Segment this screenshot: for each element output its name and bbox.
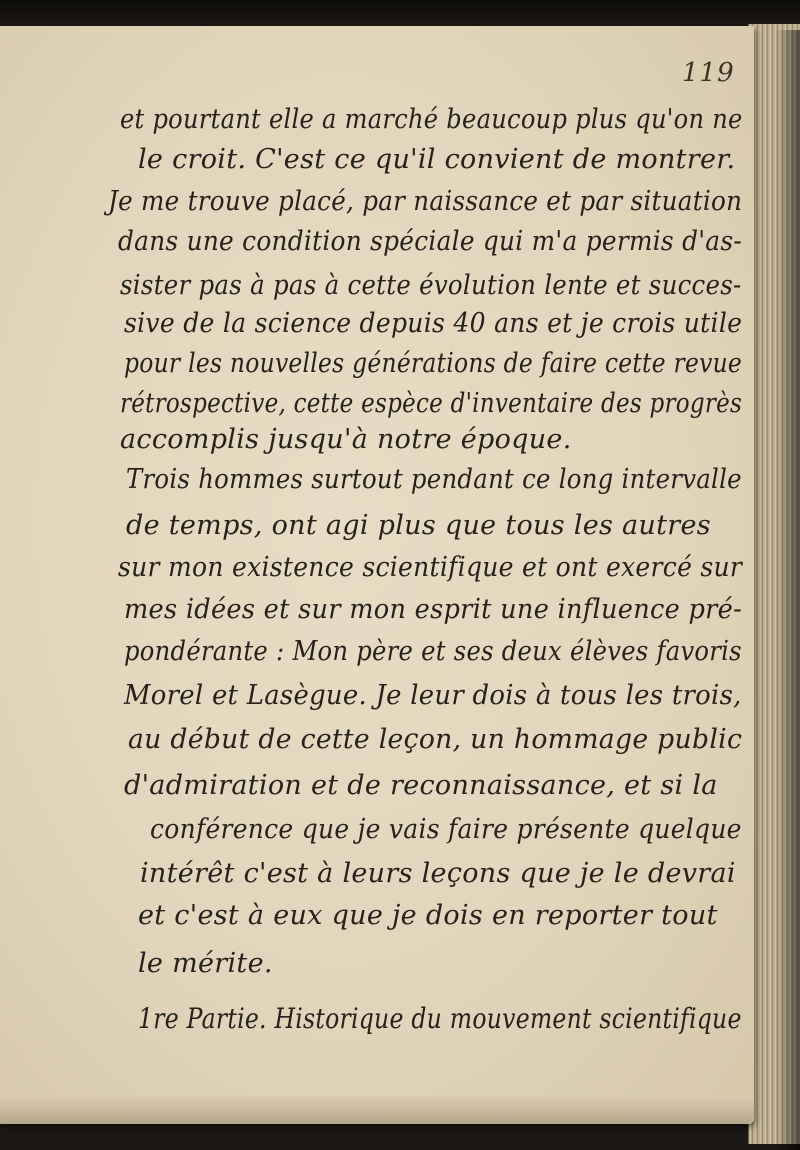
section-heading: 1re Partie. Historique du mouvement scientifique [138,1002,742,1035]
text-line-1: et pourtant elle a marché beaucoup plus qu'on ne [120,104,743,135]
text-line-14: pondérante : Mon père et ses deux élèves favoris [124,636,742,667]
text-line-15: Morel et Lasègue. Je leur dois à tous les trois, [124,680,742,711]
page-number: 119 [682,58,735,88]
text-line-5: sister pas à pas à cette évolution lente et succes- [120,270,742,301]
text-line-6: sive de la science depuis 40 ans et je crois utile [124,308,743,339]
text-line-8: rétrospective, cette espèce d'inventaire des progrès [120,388,743,419]
text-line-2: le croit. C'est ce qu'il convient de montrer. [138,144,736,175]
text-line-9: accomplis jusqu'à notre époque. [120,424,572,455]
text-line-12: sur mon existence scientifique et ont exercé sur [118,552,743,583]
text-line-18: conférence que je vais faire présente quelque [150,814,742,845]
page-bottom-edge [0,1096,754,1124]
text-line-13: mes idées et sur mon esprit une influence pré- [124,594,743,625]
text-line-20: et c'est à eux que je dois en reporter tout [138,900,718,931]
text-line-10: Trois hommes surtout pendant ce long intervalle [126,464,742,495]
text-line-7: pour les nouvelles générations de faire cette revue [124,348,743,379]
text-line-3: Je me trouve placé, par naissance et par situation [108,186,743,217]
binding-shadow [776,30,800,1150]
text-line-21: le mérite. [138,948,273,979]
text-line-11: de temps, ont agi plus que tous les autres [126,510,711,541]
text-line-4: dans une condition spéciale qui m'a permis d'as- [118,226,743,257]
text-line-17: d'admiration et de reconnaissance, et si la [124,770,718,801]
text-line-19: intérêt c'est à leurs leçons que je le devrai [140,858,736,889]
text-line-16: au début de cette leçon, un hommage public [128,724,743,755]
